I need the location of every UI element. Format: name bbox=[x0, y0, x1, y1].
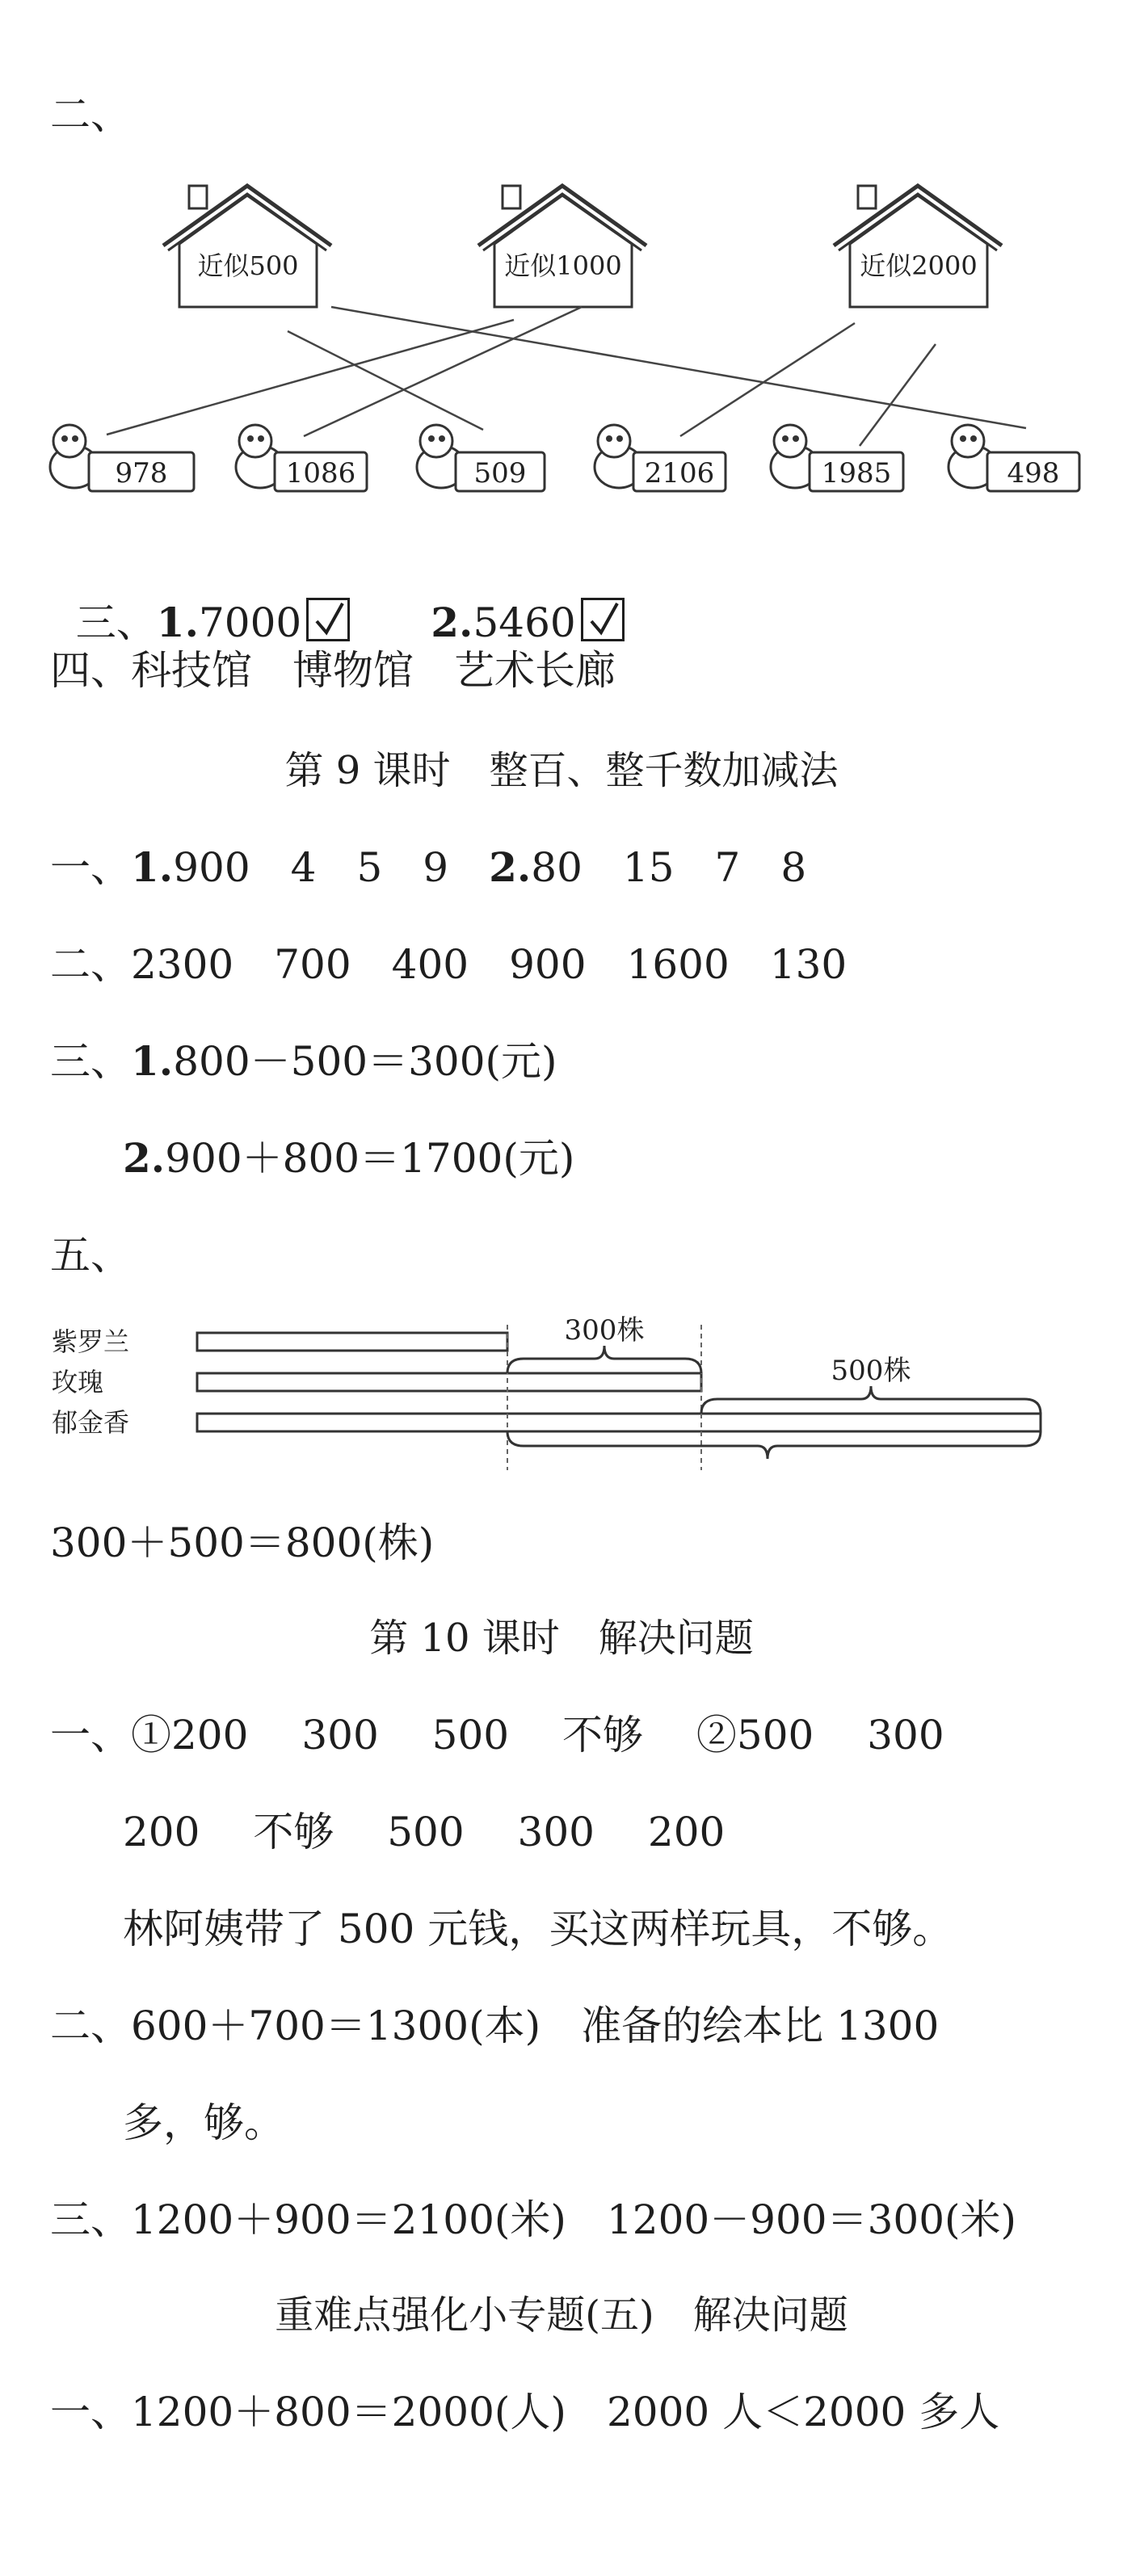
bar-rose bbox=[197, 1373, 701, 1391]
item-2-value: 5460 bbox=[473, 599, 576, 646]
chick-2106 bbox=[595, 425, 726, 491]
lesson-10-q3: 三、1200＋900＝2100(米) 1200－900＝300(米) bbox=[50, 2196, 1017, 2243]
special-topic-q1: 一、1200＋800＝2000(人) 2000 人＜2000 多人 bbox=[50, 2389, 1000, 2435]
number-498: 498 bbox=[1007, 457, 1060, 490]
brace-300 bbox=[507, 1346, 701, 1373]
house-1000 bbox=[478, 186, 646, 307]
chick-1985 bbox=[771, 425, 903, 491]
row-label-tulip: 郁金香 bbox=[52, 1407, 130, 1438]
q3-label: 三、 bbox=[50, 1038, 131, 1085]
lesson-9-q5-answer: 300＋500＝800(株) bbox=[50, 1519, 435, 1566]
matching-lines bbox=[107, 307, 1026, 446]
bar-violet bbox=[197, 1333, 507, 1351]
check-box-1 bbox=[306, 598, 350, 641]
checkmark-icon bbox=[309, 600, 347, 639]
section-2-label: 二、 bbox=[50, 91, 131, 138]
house-label-500: 近似500 bbox=[197, 250, 299, 281]
chick-509 bbox=[417, 425, 545, 491]
brace-500-top bbox=[701, 1386, 1041, 1414]
lesson-9-q1 bbox=[50, 843, 806, 892]
item-1-number: 1. bbox=[156, 599, 199, 646]
lesson-10-q1-line2: 200 不够 500 300 200 bbox=[123, 1809, 726, 1855]
special-topic-title: 重难点强化小专题(五) 解决问题 bbox=[275, 2292, 848, 2338]
q1-label: 一、 bbox=[50, 844, 131, 891]
chick-978 bbox=[50, 425, 194, 491]
q3-number-2: 2. bbox=[123, 1134, 166, 1182]
lesson-9-q3-line2 bbox=[123, 1134, 574, 1183]
brace-label-500: 500株 bbox=[831, 1355, 911, 1387]
lesson-10-title: 第 10 课时 解决问题 bbox=[369, 1616, 754, 1661]
brace-bottom bbox=[507, 1431, 1041, 1459]
checkmark-icon bbox=[583, 600, 622, 639]
number-1086: 1086 bbox=[285, 457, 356, 490]
lesson-10-q1-line3: 林阿姨带了 500 元钱，买这两样玩具，不够。 bbox=[123, 1906, 953, 1952]
section-3-label: 三、 bbox=[75, 599, 157, 646]
house-label-2000: 近似2000 bbox=[860, 250, 978, 281]
number-2106: 2106 bbox=[644, 457, 715, 490]
number-1985: 1985 bbox=[821, 457, 892, 490]
lesson-9-title: 第 9 课时 整百、整千数加减法 bbox=[284, 748, 839, 793]
item-2-number: 2. bbox=[431, 599, 473, 646]
q3-answer-1: 800－500＝300(元) bbox=[173, 1038, 557, 1085]
row-label-violet: 紫罗兰 bbox=[52, 1326, 130, 1357]
lesson-9-q3-line1 bbox=[50, 1037, 557, 1086]
q1-number-2: 2. bbox=[489, 843, 532, 891]
row-label-rose: 玫瑰 bbox=[52, 1367, 104, 1397]
section-4-line: 四、科技馆 博物馆 艺术长廊 bbox=[50, 647, 616, 694]
chick-498 bbox=[948, 425, 1079, 491]
q1-number-1: 1. bbox=[131, 843, 174, 891]
lesson-9-q2: 二、2300 700 400 900 1600 130 bbox=[50, 941, 848, 988]
number-509: 509 bbox=[473, 457, 527, 490]
house-500 bbox=[163, 186, 331, 307]
q3-number-1: 1. bbox=[131, 1037, 174, 1085]
lesson-9-q5-label: 五、 bbox=[50, 1232, 131, 1279]
item-1-value: 7000 bbox=[199, 599, 302, 646]
check-box-2 bbox=[581, 598, 625, 641]
lesson-10-q2-line1: 二、600＋700＝1300(本) 准备的绘本比 1300 bbox=[50, 2002, 940, 2049]
lesson-10-q1-line1: 一、①200 300 500 不够 ②500 300 bbox=[50, 1712, 944, 1759]
matching-diagram bbox=[0, 170, 1123, 541]
q1-answer-2: 80 15 7 8 bbox=[531, 844, 807, 891]
q1-answer-1: 900 4 5 9 bbox=[173, 844, 449, 891]
brace-label-300: 300株 bbox=[564, 1314, 645, 1347]
chick-1086 bbox=[236, 425, 367, 491]
section-3-check-line bbox=[50, 549, 625, 647]
flower-bar-diagram bbox=[0, 1309, 1123, 1470]
number-978: 978 bbox=[115, 457, 168, 490]
q3-answer-2: 900＋800＝1700(元) bbox=[165, 1135, 575, 1182]
lesson-10-q2-line2: 多，够。 bbox=[123, 2099, 284, 2146]
house-label-1000: 近似1000 bbox=[504, 250, 622, 281]
house-2000 bbox=[834, 186, 1002, 307]
bar-tulip bbox=[197, 1414, 1041, 1431]
